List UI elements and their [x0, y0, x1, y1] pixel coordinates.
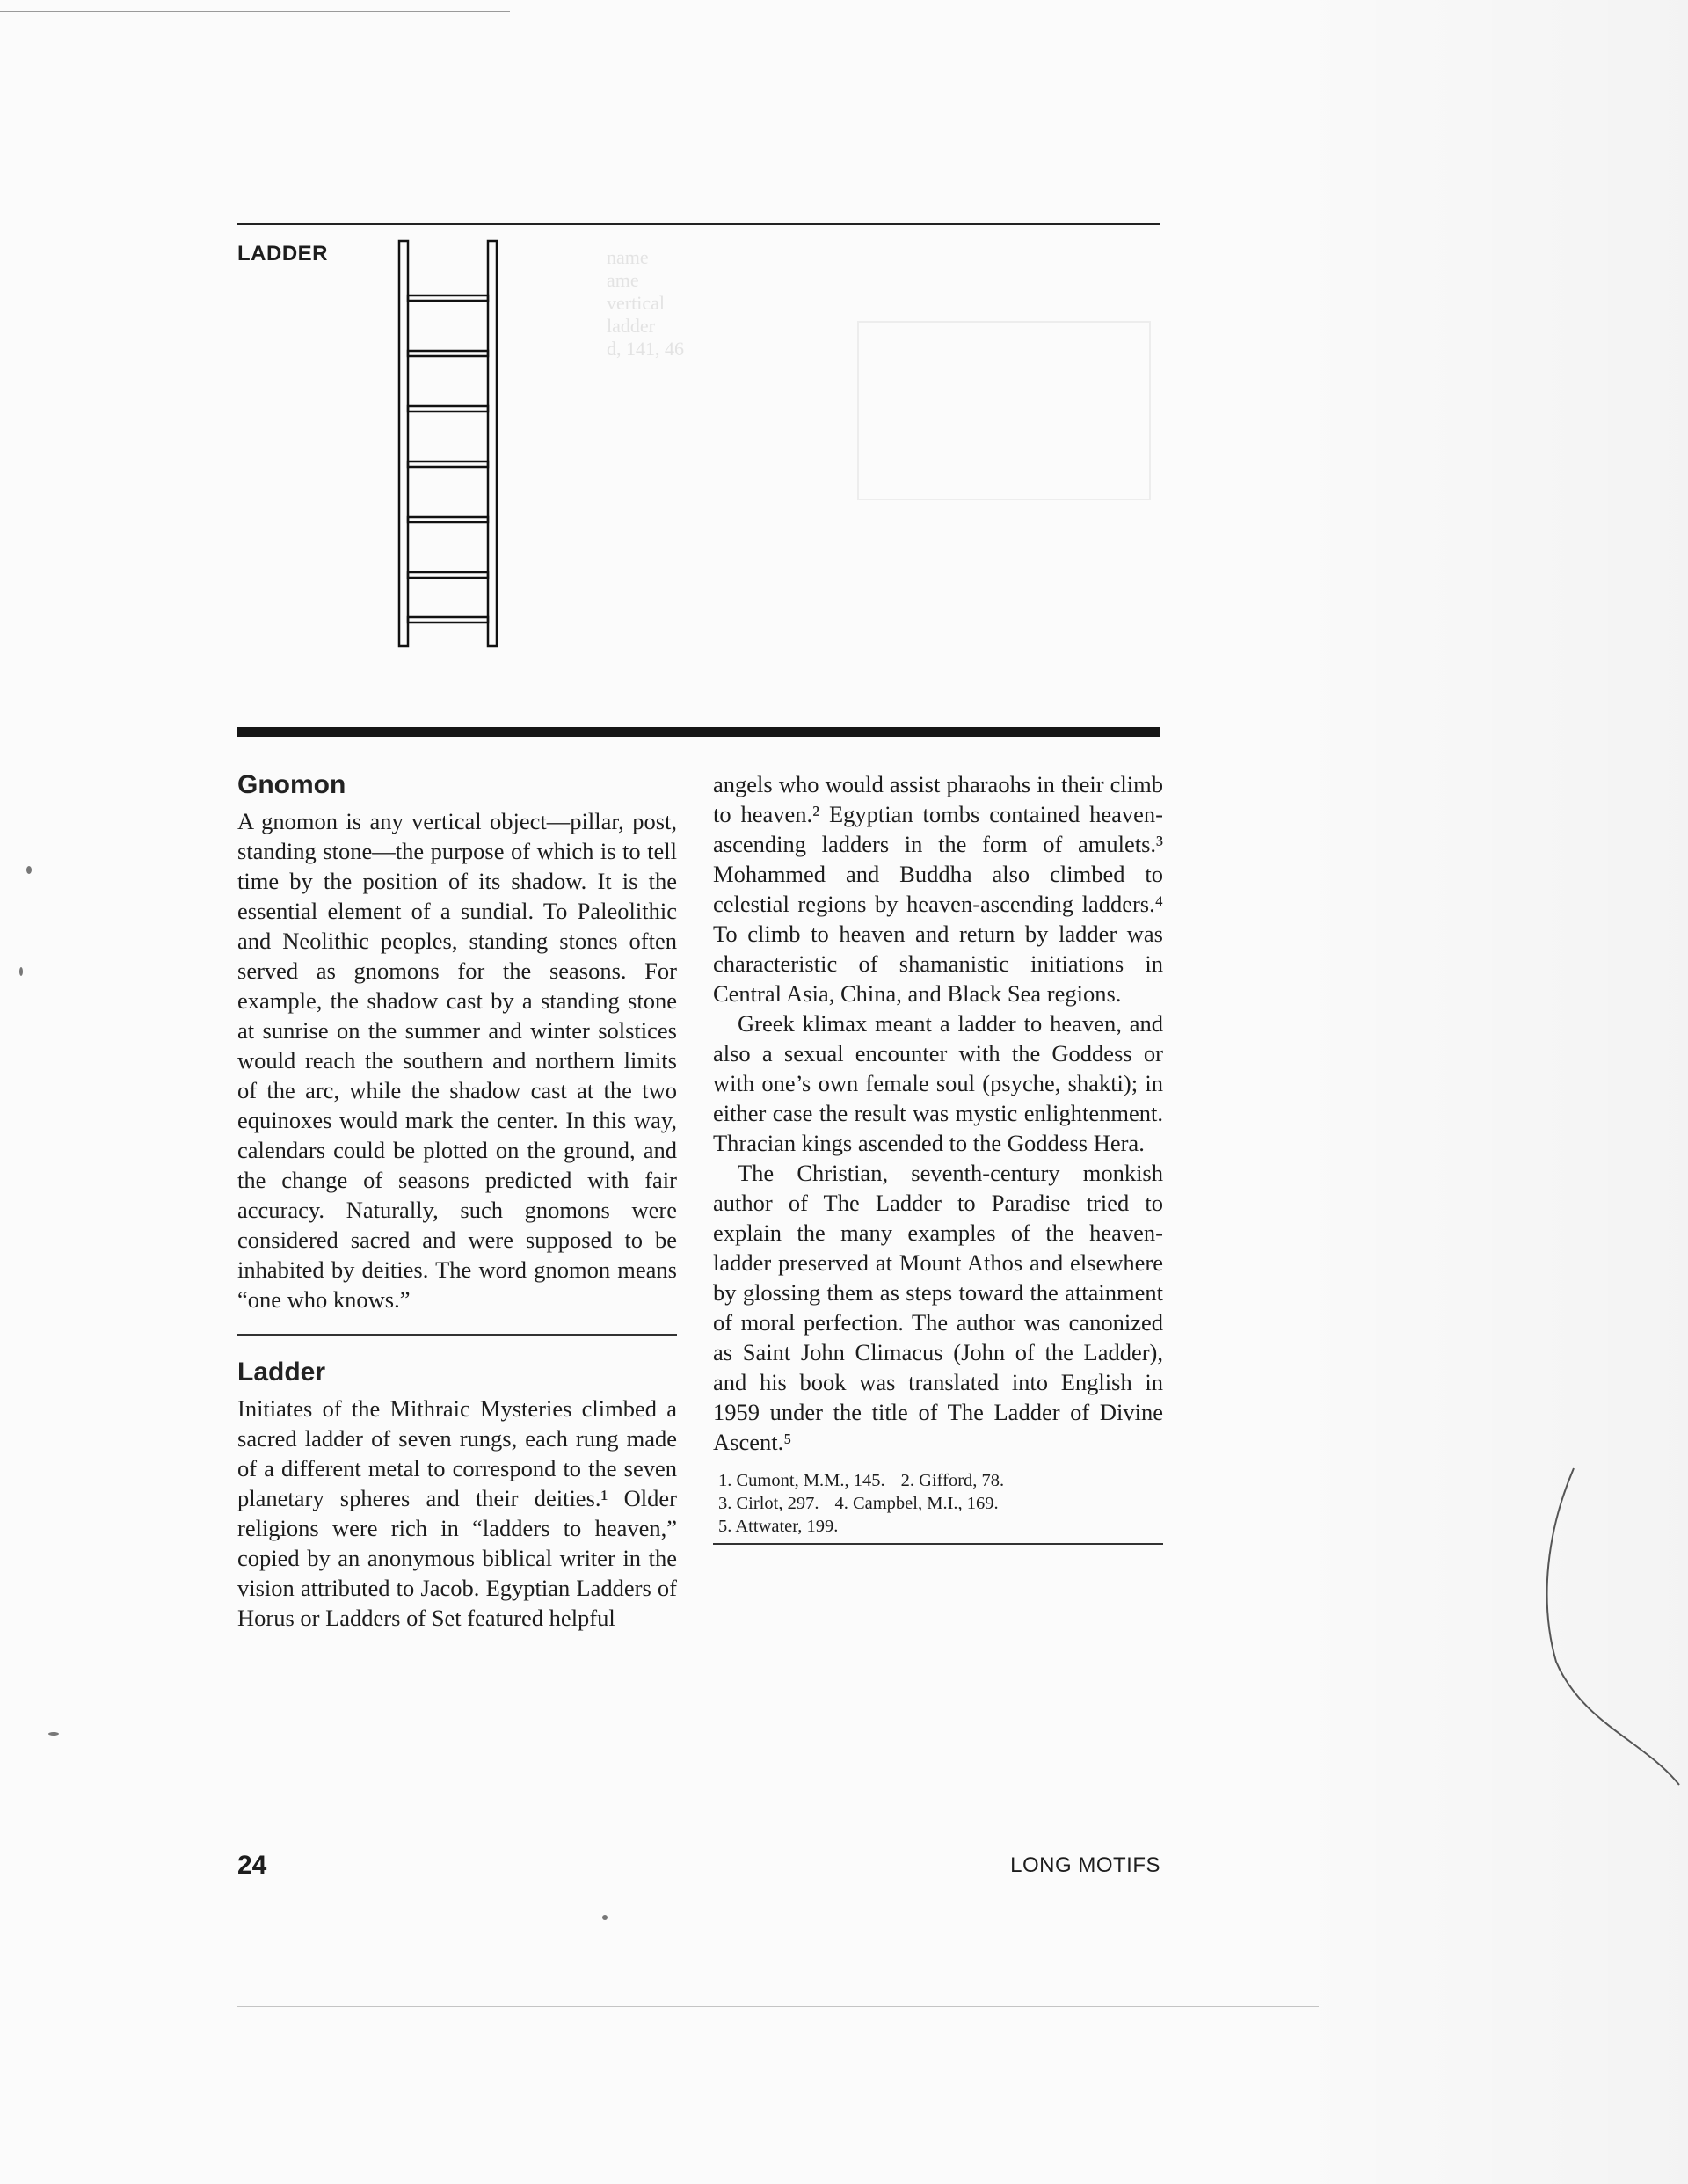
footnote-row [718, 1515, 1163, 1538]
gnomon-heading: Gnomon [237, 770, 346, 799]
ladder-text-left: Initiates of the Mithraic Mysteries climbed a sacred ladder of seven rungs, each rung made of a different metal to correspond to the seven planetary spheres and their deities.¹ Older religions were rich in “ladders to heaven,” copied by an anonymous biblical writer in the vision attributed to Jacob. Egyptian Ladders of Horus or Ladders of Set featured helpful [237, 1395, 677, 1631]
ladder-text-right-3: The Christian, seventh-century monkish author of The Ladder to Paradise tried to explain the many examples of the heaven-ladder preserved at Mount Athos and elsewhere by glossing them as steps toward the attainment of moral perfection. The author was canonized as Saint John Climacus (John of the Ladder), and his book was translated into English in 1959 under the title of The Ladder of Divine Ascent.⁵ [713, 1160, 1163, 1455]
footnote: 3. Cirlot, 297. [718, 1494, 819, 1513]
ladder-text-right-1: angels who would assist pharaohs in their climb to heaven.² Egyptian tombs contained heaven-ascending ladders in the form of amulets.³ Mohammed and Buddha also climbed to celestial regions by heaven-ascending ladders.⁴ To climb to heaven and return by ladder was characteristic of shamanistic initiations in Central Asia, China, and Black Sea regions. [713, 771, 1163, 1007]
page-number: 24 [237, 1851, 267, 1880]
scan-speck [48, 1732, 59, 1736]
show-through-box [857, 321, 1151, 500]
scan-edge-bottom [237, 2006, 1319, 2007]
footnote: 4. Campbel, M.I., 169. [834, 1494, 999, 1513]
footnote: 1. Cumont, M.M., 145. [718, 1471, 885, 1490]
footnote: 2. Gifford, 78. [900, 1471, 1005, 1490]
scan-edge-top [0, 11, 510, 12]
pencil-mark [1539, 1460, 1688, 1794]
footnote: 5. Attwater, 199. [718, 1517, 839, 1536]
top-rule [237, 223, 1160, 225]
footnote-rule [713, 1543, 1163, 1545]
ladder-text-right-2: Greek klimax meant a ladder to heaven, and also a sexual encounter with the Goddess or with one’s own female soul (psyche, shakti); in either case the result was mystic enlightenment. Thracian kings ascended to the Goddess Hera. [713, 1010, 1163, 1156]
scan-speck [26, 866, 32, 874]
footnote-row [718, 1492, 1163, 1515]
book-page [237, 220, 1163, 1890]
scan-shading [1231, 0, 1688, 2184]
scan-speck [19, 967, 23, 976]
left-column [237, 769, 677, 1633]
section-divider [237, 1334, 677, 1336]
gnomon-text: A gnomon is any vertical object—pillar, post, standing stone—the purpose of which is to tell time by the position of its shadow. It is the essential element of a sundial. To Paleolithic and Neolithic peoples, standing stones often served as gnomons for the seasons. For example, the shadow cast by a standing stone at sunrise on the summer and winter solstices would reach the southern and northern limits of the arc, while the shadow cast at the two equinoxes would mark the center. In this way, calendars could be plotted on the ground, and the change of seasons predicted with fair accuracy. Naturally, such gnomons were considered sacred and were supposed to be inhabited by deities. The word gnomon means “one who knows.” [237, 808, 677, 1313]
footnotes [713, 1469, 1163, 1538]
scan-speck [602, 1915, 608, 1920]
ladder-heading: Ladder [237, 1358, 326, 1387]
right-column [713, 769, 1163, 1545]
footnote-row [718, 1469, 1163, 1492]
running-head: LONG MOTIFS [1010, 1853, 1160, 1877]
heavy-rule [237, 727, 1160, 737]
show-through-text: name ame vertical ladder d, 141, 46 [607, 246, 684, 360]
ladder-icon [397, 239, 498, 648]
section-label: LADDER [237, 242, 328, 266]
